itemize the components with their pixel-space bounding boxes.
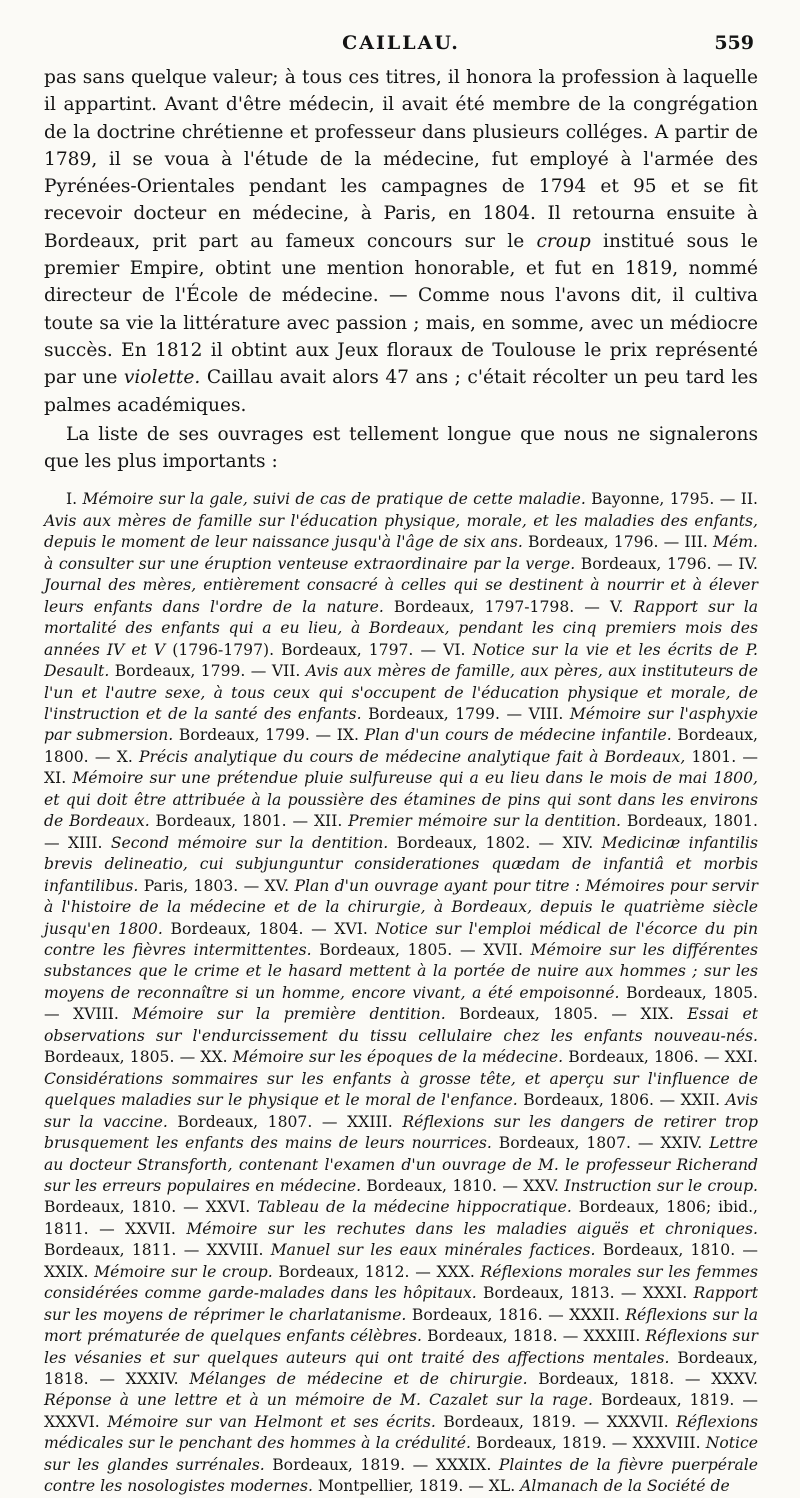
work-title: Mélanges de médecine et de chirurgie. xyxy=(189,1370,528,1389)
work-title: Réflexions sur la mort prématurée de quelques enfants célèbres. xyxy=(44,1305,758,1346)
work-number: I. xyxy=(66,490,83,509)
running-title: CAILLAU. xyxy=(342,32,460,54)
work-entry: XXXV. Réponse à une lettre et à un mémoire de M. Cazalet sur la rage. Bordeaux, 1819. — xyxy=(44,1370,758,1410)
work-title: Mémoire sur les rechutes dans les maladies aiguës et chroniques. xyxy=(186,1219,758,1238)
work-title: Plan d'un cours de médecine infantile. xyxy=(364,726,672,745)
work-publication: 1801. xyxy=(685,747,737,766)
work-entry: XX. Mémoire sur les époques de la médecine. Bordeaux, 1806. — xyxy=(200,1048,725,1067)
work-number: X. xyxy=(116,747,140,766)
work-number: XVI. xyxy=(334,919,376,938)
work-entry: XXXVII. Réflexions médicales sur le penchant des hommes à la crédulité. Bordeaux, 1819. — xyxy=(44,1412,758,1453)
work-publication: Bordeaux, 1801. xyxy=(149,812,287,831)
work-title: Tableau de la médecine hippocratique. xyxy=(257,1198,572,1217)
work-number: XXXVI. xyxy=(44,1412,108,1431)
work-number: XVIII. xyxy=(73,1005,133,1024)
work-publication: Bordeaux, 1818. xyxy=(527,1370,675,1389)
paragraph-text: pas sans quelque valeur; à tous ces titres, il honora la profession à laquelle il appartint. Avant d'être médecin, il avait été membre de la congrégation de la doctrine chrétienne et professeur dans plusieurs colléges. A partir de 1789, il se voua à l'étude de la médecine, fut employé à l'armée des Pyrénées-Orientales pendant les campagnes de 1794 et 95 et se fit recevoir docteur en médecine, à Paris, en 1804. Il retourna ensuite à Bordeaux, prit part au fameux concours sur le xyxy=(44,67,758,252)
work-publication: Bordeaux, 1805. xyxy=(619,983,758,1002)
work-title: Avis sur la vaccine. xyxy=(44,1091,758,1131)
work-title: Plan d'un ouvrage ayant pour titre : Mémoires pour servir à l'histoire de la médecine et de la chirurgie, à Bordeaux, depuis le quatrième siècle jusqu'en 1800. xyxy=(44,876,758,938)
work-title: Rapport sur la mortalité des enfants qui a eu lieu, à Bordeaux, pendant les cinq premiers mois des années IV et V xyxy=(44,597,759,659)
work-number: XXXII. xyxy=(569,1305,626,1324)
work-number: III. xyxy=(684,533,714,552)
paragraph-text: institué sous le premier Empire, obtint une mention honorable, et fut en 1819, nommé directeur de l'École de médecine. — Comme nous l'avons dit, il cultiva toute sa vie la littérature avec passion ; mais, en somme, avec un médiocre succès. En 1812 il obtint aux Jeux floraux de Toulouse le prix représenté par une xyxy=(44,230,758,389)
work-publication: (1796-1797). Bordeaux, 1797. xyxy=(165,640,414,659)
work-title: Mém. à consulter sur une éruption venteuse extraordinaire par la verge. xyxy=(44,533,758,573)
work-publication: Paris, 1803. xyxy=(138,876,239,895)
work-number: XXXVIII. xyxy=(632,1434,706,1453)
work-entry: XV. Plan d'un ouvrage ayant pour titre : Mémoires pour servir à l'histoire de la médecine et de la chirurgie, à Bordeaux, depuis le quatrième siècle jusqu'en 1800. Bordeaux, 1804. — xyxy=(44,876,758,938)
work-title: Avis aux mères de famille sur l'éducation physique, morale, et les maladies des enfants, depuis le moment de leur naissance jusqu'à l'âge de six ans. xyxy=(44,511,758,552)
work-entry: VII. Avis aux mères de famille, aux pères, aux instituteurs de l'un et l'autre sexe, à tous ceux qui s'occupent de l'éducation physique et morale, de l'instruction et de la santé des enfants. Bordeaux, 1799. — xyxy=(44,662,758,723)
work-title: Second mémoire sur la dentition. xyxy=(110,833,389,852)
work-entry: X. Précis analytique du cours de médecine analytique fait à Bordeaux, 1801. — xyxy=(116,747,759,766)
work-title: Essai et observations sur l'endurcissement du tissu cellulaire chez les enfants nouveau-nés. xyxy=(44,1005,758,1045)
work-number: VII. xyxy=(271,662,306,681)
work-number: XIII. xyxy=(67,833,111,852)
work-entry: XXXIII. Réflexions sur les vésanies et sur quelques auteurs qui ont traité des affections mentales. Bordeaux, 1818. — xyxy=(44,1327,759,1389)
work-entry: XVI. Notice sur l'emploi médical de l'écorce du pin contre les fièvres intermittentes. Bordeaux, 1805. — xyxy=(44,919,759,959)
work-number: XXVII. xyxy=(125,1219,187,1238)
work-publication: Bordeaux, 1796. xyxy=(522,533,659,552)
work-publication: Bordeaux, 1802. xyxy=(388,833,531,852)
work-number: XXXIV. xyxy=(125,1370,190,1389)
work-publication: Bordeaux, 1816. xyxy=(406,1305,543,1324)
work-number: XIV. xyxy=(562,833,602,852)
work-number: XXIX. xyxy=(44,1262,95,1281)
work-publication: Bordeaux, 1799. xyxy=(173,726,310,745)
work-entry: XXVI. Tableau de la médecine hippocratique. Bordeaux, 1806; ibid., 1811. — xyxy=(44,1198,759,1238)
work-publication: Bordeaux, 1810. xyxy=(44,1198,177,1217)
work-title: Journal des mères, entièrement consacré à celles qui se destinent à nourrir et à élever leurs enfants dans l'ordre de la nature. xyxy=(44,576,758,616)
work-number: XXXV. xyxy=(711,1370,758,1389)
work-publication: Bordeaux, 1818. xyxy=(421,1327,558,1346)
work-number: IX. xyxy=(336,726,365,745)
work-entry: XXXVI. Mémoire sur van Helmont et ses écrits. Bordeaux, 1819. — xyxy=(44,1412,607,1431)
work-title: Notice sur la vie et les écrits de P. Desault. xyxy=(44,640,758,681)
work-title: Réponse à une lettre et à un mémoire de M. Cazalet sur la rage. xyxy=(44,1391,593,1410)
work-title: Réflexions sur les vésanies et sur quelques auteurs qui ont traité des affections mentales. xyxy=(44,1327,758,1367)
work-title: Lettre au docteur Stransforth, contenant l'examen d'un ouvrage de M. le professeur Richerand sur les erreurs populaires en médecine. xyxy=(44,1134,758,1195)
work-title: Premier mémoire sur la dentition. xyxy=(348,812,622,831)
work-title: Réflexions médicales sur le penchant des hommes à la crédulité. xyxy=(44,1412,758,1453)
work-publication: Bordeaux, 1806. xyxy=(563,1048,699,1067)
work-publication: Bordeaux, 1799. xyxy=(361,704,500,723)
work-publication: Bordeaux, 1806. xyxy=(517,1091,654,1110)
work-entry: XVIII. Mémoire sur la première dentition. Bordeaux, 1805. — xyxy=(73,1005,641,1024)
running-head xyxy=(44,28,758,64)
work-title: Avis aux mères de famille, aux pères, aux instituteurs de l'un et l'autre sexe, à tous ceux qui s'occupent de l'éducation physique et morale, de l'instruction et de la santé des enfants. xyxy=(44,662,758,723)
work-title: Réflexions sur les dangers de retirer trop brusquement les enfants des mains de leurs nourrices. xyxy=(44,1112,758,1153)
works-list xyxy=(44,489,758,1497)
work-number: XIX. xyxy=(640,1005,688,1024)
work-title: Précis analytique du cours de médecine analytique fait à Bordeaux, xyxy=(139,747,686,766)
work-number: XII. xyxy=(313,812,349,831)
work-entry: III. Mém. à consulter sur une éruption venteuse extraordinaire par la verge. Bordeaux, 1796. — xyxy=(44,533,758,573)
work-title: Réflexions morales sur les femmes considérées comme garde-malades dans les hôpitaux. xyxy=(44,1262,758,1303)
work-number: XXII. xyxy=(680,1091,726,1110)
paragraph-text: Caillau avait alors 47 ans ; c'était récolter un peu tard les palmes académiques. xyxy=(44,367,758,416)
work-entry: IV. Journal des mères, entièrement consacré à celles qui se destinent à nourrir et à élever leurs enfants dans l'ordre de la nature. Bordeaux, 1797-1798. — xyxy=(44,554,758,616)
work-entry: XXXIX. Plaintes de la fièvre puerpérale contre les nosologistes modernes. Montpellier, 1819. — xyxy=(44,1455,758,1496)
work-title: Manuel sur les eaux minérales factices. xyxy=(270,1241,596,1260)
work-publication: Bordeaux, 1818. xyxy=(44,1348,759,1389)
work-title: Mémoire sur les différentes substances que le crime et le hasard mettent à la portée de nuire aux hommes ; sur les moyens de reconnaître si un homme, encore vivant, a été empoisonné. xyxy=(44,940,758,1002)
work-title: Almanach de la Société de xyxy=(520,1477,730,1496)
work-entry xyxy=(489,1477,730,1495)
work-number: XXXVII. xyxy=(606,1412,677,1431)
work-title: Instruction sur le croup. xyxy=(564,1176,759,1195)
work-entry: XXI. Considérations sommaires sur les enfants à grosse tête, et aperçu sur l'influence de quelques maladies sur le physique et le moral de l'enfance. Bordeaux, 1806. — xyxy=(44,1048,758,1110)
work-publication: Bordeaux, 1800. xyxy=(44,726,758,766)
work-publication: Bayonne, 1795. xyxy=(585,490,715,509)
work-title: Rapport sur les moyens de réprimer le charlatanisme. xyxy=(44,1284,758,1324)
work-number: IV. xyxy=(738,554,758,573)
work-publication: Bordeaux, 1804. xyxy=(162,919,304,938)
paragraph-biography xyxy=(44,64,758,419)
work-publication: Bordeaux, 1807. xyxy=(167,1112,313,1131)
work-title: Mémoire sur la première dentition. xyxy=(132,1005,446,1024)
work-entry: XXXVIII. Notice sur les glandes surrénales. Bordeaux, 1819. — xyxy=(44,1434,758,1474)
work-title: Mémoire sur l'asphyxie par submersion. xyxy=(44,704,758,745)
work-number: VIII. xyxy=(528,704,570,723)
work-entry: XXXIV. Mélanges de médecine et de chirurgie. Bordeaux, 1818. — xyxy=(125,1370,712,1389)
work-title: Notice sur l'emploi médical de l'écorce du pin contre les fièvres intermittentes. xyxy=(44,919,759,959)
work-entry: XXIII. Réflexions sur les dangers de retirer trop brusquement les enfants des mains de leurs nourrices. Bordeaux, 1807. — xyxy=(44,1112,758,1153)
work-number: XXIII. xyxy=(347,1112,403,1131)
work-entry: XXX. Réflexions morales sur les femmes considérées comme garde-malades dans les hôpitaux. Bordeaux, 1813. — xyxy=(44,1262,758,1303)
work-number: XXVI. xyxy=(205,1198,258,1217)
article-body xyxy=(44,64,758,475)
work-entry: XXVII. Mémoire sur les rechutes dans les maladies aiguës et chroniques. Bordeaux, 1811. — xyxy=(44,1219,758,1260)
work-entry: XXXII. Réflexions sur la mort prématurée de quelques enfants célèbres. Bordeaux, 1818. — xyxy=(44,1305,758,1346)
work-number: V. xyxy=(609,597,634,616)
work-title: Mémoire sur une prétendue pluie sulfureuse qui a eu lieu dans le mois de mai 1800, et qui doit être attribuée à la poussière des étamines de pins qui sont dans les environs de Bordeaux. xyxy=(44,769,758,831)
work-entry: XIV. Medicinæ infantilis brevis delineatio, cui subjunguntur considerationes quædam de infantiâ et morbis infantilibus. Paris, 1803. — xyxy=(44,833,758,895)
work-publication: Bordeaux, 1819. xyxy=(264,1455,406,1474)
work-publication: Bordeaux, 1819. xyxy=(435,1412,577,1431)
work-number: XL. xyxy=(488,1477,521,1496)
work-number: XVII. xyxy=(483,940,531,959)
work-entry: VI. Notice sur la vie et les écrits de P. Desault. Bordeaux, 1799. — xyxy=(44,640,758,681)
work-number: XXVIII. xyxy=(206,1241,271,1260)
work-entry: XXIV. Lettre au docteur Stransforth, contenant l'examen d'un ouvrage de M. le professeur Richerand sur les erreurs populaires en médecine. Bordeaux, 1810. — xyxy=(44,1134,758,1195)
work-entry: II. Avis aux mères de famille sur l'éducation physique, morale, et les maladies des enfants, depuis le moment de leur naissance jusqu'à l'âge de six ans. Bordeaux, 1796. — xyxy=(44,490,758,552)
work-entry: XI. Mémoire sur une prétendue pluie sulfureuse qui a eu lieu dans le mois de mai 1800, et qui doit être attribuée à la poussière des étamines de pins qui sont dans les environs de Bordeaux. Bordeaux, 1801. — xyxy=(44,769,758,831)
work-title: Mémoire sur le croup. xyxy=(94,1262,273,1281)
work-number: XXXI. xyxy=(642,1284,694,1303)
work-number: XI. xyxy=(44,769,73,788)
work-publication: Bordeaux, 1805. xyxy=(44,1048,175,1067)
work-publication: Bordeaux, 1811. xyxy=(44,1241,177,1260)
work-entry: XXXI. Rapport sur les moyens de réprimer le charlatanisme. Bordeaux, 1816. — xyxy=(44,1284,758,1324)
work-number: XXV. xyxy=(523,1176,565,1195)
work-title: Plaintes de la fièvre puerpérale contre les nosologistes modernes. xyxy=(44,1455,758,1496)
work-number: XXIV. xyxy=(660,1134,710,1153)
work-publication: Bordeaux, 1805. xyxy=(445,1005,598,1024)
work-entry: I. Mémoire sur la gale, suivi de cas de pratique de cette maladie. Bayonne, 1795. — xyxy=(66,490,741,509)
work-title: Mémoire sur la gale, suivi de cas de pratique de cette maladie. xyxy=(82,490,586,509)
work-number: XXI. xyxy=(724,1048,758,1067)
work-publication: Bordeaux, 1807. xyxy=(491,1134,631,1153)
work-number: VI. xyxy=(443,640,473,659)
work-entry: XIII. Second mémoire sur la dentition. Bordeaux, 1802. — xyxy=(67,833,563,852)
work-entry: XXII. Avis sur la vaccine. Bordeaux, 1807. — xyxy=(44,1091,758,1131)
work-number: XXXIII. xyxy=(583,1327,646,1346)
work-entry: XXIX. Mémoire sur le croup. Bordeaux, 1812. — xyxy=(44,1262,437,1281)
work-number: XX. xyxy=(200,1048,233,1067)
page-number: 559 xyxy=(714,32,754,54)
work-title: Considérations sommaires sur les enfants à grosse tête, et aperçu sur l'influence de quelques maladies sur le physique et le moral de l'enfance. xyxy=(44,1069,758,1110)
work-publication: Bordeaux, 1799. xyxy=(109,662,246,681)
work-publication: Montpellier, 1819. xyxy=(312,1477,464,1496)
work-title: Mémoire sur van Helmont et ses écrits. xyxy=(107,1412,436,1431)
work-publication: Bordeaux, 1819. xyxy=(470,1434,607,1453)
work-number: XXXIX. xyxy=(435,1455,499,1474)
work-publication: Bordeaux, 1812. xyxy=(272,1262,410,1281)
work-entry: XII. Premier mémoire sur la dentition. Bordeaux, 1801. — xyxy=(44,812,758,852)
work-publication: Bordeaux, 1797-1798. xyxy=(383,597,575,616)
work-entry: IX. Plan d'un cours de médecine infantile. Bordeaux, 1800. — xyxy=(44,726,758,766)
work-entry: XVII. Mémoire sur les différentes substances que le crime et le hasard mettent à la portée de nuire aux hommes ; sur les moyens de reconnaître si un homme, encore vivant, a été empoisonné. Bordeaux, 1805. — xyxy=(44,940,758,1024)
work-publication: Bordeaux, 1805. xyxy=(311,940,453,959)
work-entry: XXVIII. Manuel sur les eaux minérales factices. Bordeaux, 1810. — xyxy=(206,1241,759,1260)
work-publication: Bordeaux, 1813. xyxy=(476,1284,615,1303)
croup-term: croup xyxy=(536,230,591,252)
work-entry: VIII. Mémoire sur l'asphyxie par submersion. Bordeaux, 1799. — xyxy=(44,704,758,745)
work-title: Notice sur les glandes surrénales. xyxy=(44,1434,758,1474)
paragraph-works-intro: La liste de ses ouvrages est tellement longue que nous ne signalerons que les plus importants : xyxy=(44,423,758,473)
work-entry: XIX. Essai et observations sur l'endurcissement du tissu cellulaire chez les enfants nouveau-nés. Bordeaux, 1805. — xyxy=(44,1005,758,1067)
work-number: II. xyxy=(740,490,758,509)
work-publication: Bordeaux, 1801. xyxy=(621,812,758,831)
work-publication: Bordeaux, 1810. xyxy=(595,1241,736,1260)
work-publication: Bordeaux, 1810. xyxy=(361,1176,497,1195)
work-title: Mémoire sur les époques de la médecine. xyxy=(232,1048,564,1067)
work-publication: Bordeaux, 1806; ibid., 1811. xyxy=(44,1198,759,1238)
work-entry: V. Rapport sur la mortalité des enfants qui a eu lieu, à Bordeaux, pendant les cinq premiers mois des années IV et V (1796-1797). Bordeaux, 1797. — xyxy=(44,597,759,659)
work-number: XV. xyxy=(264,876,295,895)
work-entry: XXV. Instruction sur le croup. Bordeaux, 1810. — xyxy=(44,1176,759,1217)
violette-term: violette. xyxy=(123,367,201,389)
work-publication: Bordeaux, 1796. xyxy=(575,554,712,573)
work-publication: Bordeaux, 1819. xyxy=(593,1391,735,1410)
work-title: Medicinæ infantilis brevis delineatio, cui subjunguntur considerationes quædam de infantiâ et morbis infantilibus. xyxy=(44,833,758,895)
work-number: XXX. xyxy=(436,1262,481,1281)
